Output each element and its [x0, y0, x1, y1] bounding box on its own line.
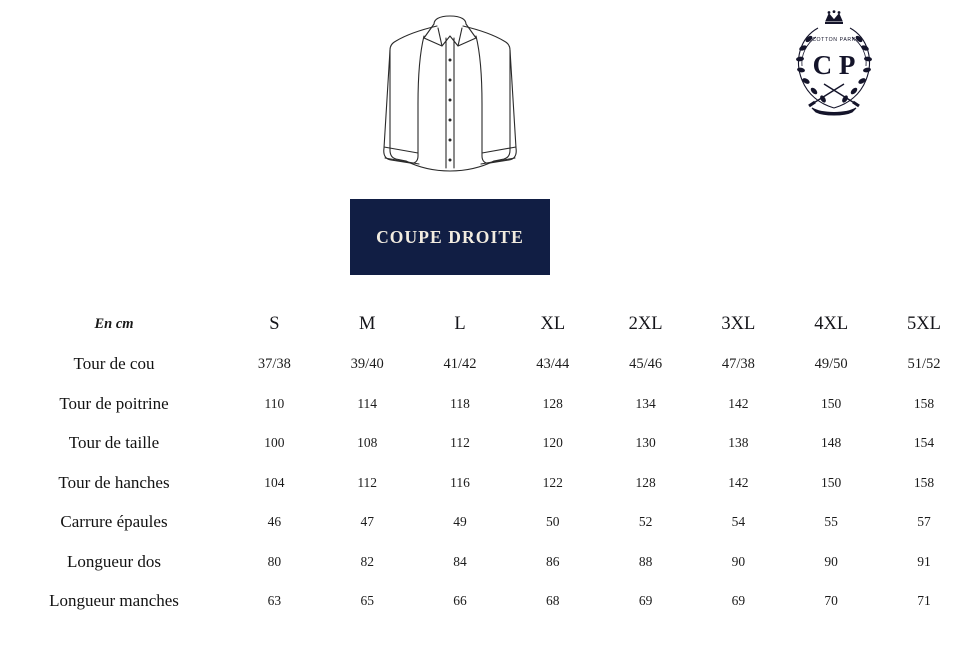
- measurement-cell: 91: [917, 553, 931, 569]
- measurement-cell: 63: [267, 593, 282, 609]
- measurement-cell: 69: [731, 593, 746, 609]
- measurement-cell: 82: [360, 553, 374, 569]
- measurement-cell: 142: [728, 474, 749, 490]
- shirt-illustration: [362, 8, 538, 180]
- measurement-cell: 118: [450, 395, 470, 411]
- crest-arc-text: COTTON PARK: [812, 37, 856, 43]
- measurement-cell: 142: [728, 395, 749, 411]
- table-row: [22, 582, 970, 622]
- measurement-cell: 116: [450, 474, 470, 490]
- measurement-cell: 41/42: [443, 355, 477, 372]
- measurement-cell: 150: [821, 395, 842, 411]
- measurement-cell: 57: [917, 514, 931, 530]
- measurement-cell: 128: [542, 395, 563, 411]
- measurement-cell: 43/44: [536, 355, 570, 372]
- measurement-cell: 46: [267, 514, 282, 530]
- measurement-cell: 108: [357, 435, 378, 451]
- unit-label: En cm: [94, 316, 134, 333]
- measurement-cell: 134: [635, 395, 656, 411]
- measurement-cell: 45/46: [629, 355, 663, 372]
- row-label: Tour de taille: [68, 433, 160, 453]
- table-row: [22, 384, 970, 424]
- column-header-size: L: [454, 314, 466, 335]
- measurement-cell: 88: [638, 553, 653, 569]
- measurement-cell: 39/40: [350, 355, 384, 372]
- row-label: Longueur dos: [67, 551, 161, 571]
- measurement-cell: 37/38: [257, 355, 291, 372]
- table-row: [22, 503, 970, 543]
- measurement-cell: 86: [546, 553, 560, 569]
- measurement-cell: 47/38: [721, 355, 755, 372]
- measurement-cell: 69: [638, 593, 653, 609]
- measurement-cell: 66: [453, 593, 467, 609]
- measurement-cell: 130: [635, 435, 656, 451]
- column-header-size: S: [269, 314, 280, 335]
- measurement-cell: 71: [917, 593, 931, 609]
- column-header-size: 4XL: [814, 314, 849, 335]
- measurement-cell: 65: [360, 593, 374, 609]
- measurement-cell: 100: [264, 435, 285, 451]
- measurement-cell: 70: [824, 593, 838, 609]
- measurement-cell: 158: [913, 395, 935, 411]
- measurement-cell: 128: [635, 474, 656, 490]
- crest-monogram: C P: [812, 50, 856, 80]
- table-header-row: [22, 305, 970, 345]
- measurement-cell: 90: [824, 553, 838, 569]
- measurement-cell: 114: [357, 395, 378, 411]
- measurement-cell: 104: [264, 474, 285, 490]
- measurement-cell: 150: [821, 474, 842, 490]
- measurement-cell: 47: [360, 514, 374, 530]
- measurement-cell: 84: [453, 553, 467, 569]
- measurement-cell: 49: [453, 514, 467, 530]
- column-header-size: 5XL: [907, 314, 941, 335]
- measurement-cell: 122: [542, 474, 563, 490]
- measurement-cell: 112: [450, 435, 470, 451]
- measurement-cell: 49/50: [814, 355, 848, 372]
- table-row: [22, 345, 970, 385]
- measurement-cell: 138: [728, 435, 749, 451]
- measurement-cell: 80: [267, 553, 282, 569]
- row-label: Tour de cou: [73, 354, 155, 374]
- table-row: [22, 463, 970, 503]
- fit-banner-label: COUPE DROITE: [376, 226, 524, 247]
- measurement-cell: 110: [264, 395, 285, 411]
- row-label: Carrure épaules: [60, 512, 168, 532]
- measurement-cell: 68: [546, 593, 560, 609]
- measurement-cell: 158: [913, 474, 935, 490]
- measurement-cell: 120: [542, 435, 563, 451]
- column-header-size: 3XL: [721, 314, 756, 335]
- table-row: [22, 424, 970, 464]
- measurement-cell: 90: [731, 553, 746, 569]
- measurement-cell: 112: [357, 474, 378, 490]
- row-label: Tour de poitrine: [59, 393, 169, 413]
- brand-crest-logo: [782, 8, 886, 116]
- measurement-cell: 51/52: [907, 355, 941, 372]
- measurement-cell: 54: [731, 514, 746, 530]
- measurement-cell: 148: [821, 435, 842, 451]
- fit-banner: [350, 199, 550, 275]
- measurement-cell: 55: [824, 514, 838, 530]
- column-header-size: M: [358, 314, 376, 335]
- column-header-size: XL: [540, 314, 566, 335]
- measurement-cell: 52: [638, 514, 653, 530]
- measurement-cell: 50: [546, 514, 560, 530]
- row-label: Longueur manches: [49, 591, 179, 611]
- size-chart-table: [22, 305, 970, 621]
- row-label: Tour de hanches: [58, 472, 170, 492]
- column-header-size: 2XL: [628, 314, 663, 335]
- measurement-cell: 154: [913, 435, 935, 451]
- table-row: [22, 542, 970, 582]
